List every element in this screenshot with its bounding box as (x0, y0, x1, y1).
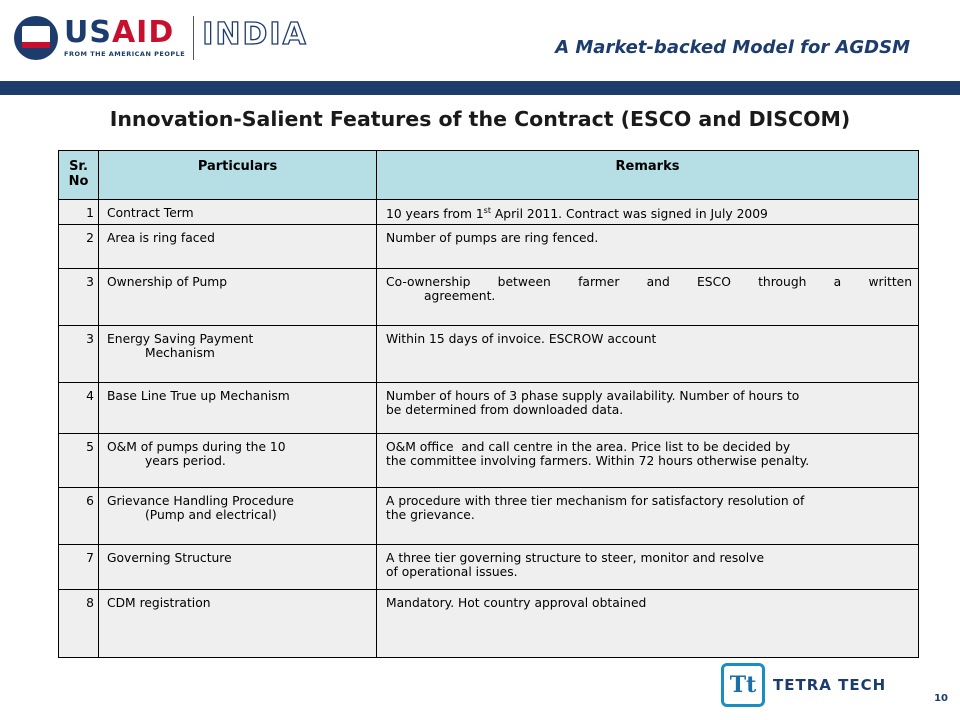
logo-divider (193, 16, 194, 60)
header-sr-no: Sr. No (59, 151, 99, 200)
particulars-cell: CDM registration (99, 590, 377, 658)
particulars-cell: O&M of pumps during the 10 years period. (99, 434, 377, 488)
table-row (59, 590, 919, 658)
header-particulars: Particulars (99, 151, 377, 200)
header-remarks: Remarks (377, 151, 919, 200)
table-row (59, 269, 919, 326)
remarks-cell: 10 years from 1st April 2011. Contract was signed in July 2009 (377, 200, 919, 225)
table-row (59, 326, 919, 383)
table-row (59, 383, 919, 434)
particulars-cell: Energy Saving Payment Mechanism (99, 326, 377, 383)
tetra-tech-wordmark: TETRA TECH (773, 676, 887, 694)
particulars-cell: Area is ring faced (99, 225, 377, 269)
usaid-tagline: FROM THE AMERICAN PEOPLE (64, 50, 186, 58)
particulars-cell: Contract Term (99, 200, 377, 225)
usaid-wordmark: USAID (64, 15, 175, 50)
sr-cell: 8 (59, 590, 99, 658)
india-wordmark: INDIA (202, 17, 308, 52)
header-bar (0, 81, 960, 95)
sr-cell: 5 (59, 434, 99, 488)
remarks-cell: Number of hours of 3 phase supply availability. Number of hours to be determined from downloaded data. (377, 383, 919, 434)
remarks-cell: Number of pumps are ring fenced. (377, 225, 919, 269)
table-row (59, 434, 919, 488)
particulars-cell: Ownership of Pump (99, 269, 377, 326)
particulars-cell: Base Line True up Mechanism (99, 383, 377, 434)
table-row (59, 545, 919, 590)
sr-cell: 6 (59, 488, 99, 545)
usaid-seal-icon (14, 16, 58, 60)
usaid-india-logo (14, 16, 308, 60)
header-title: A Market-backed Model for AGDSM (555, 37, 910, 58)
sr-cell: 3 (59, 269, 99, 326)
remarks-cell: O&M office and call centre in the area. Price list to be decided by the committee involving farmers. Within 72 hours otherwise penalty. (377, 434, 919, 488)
sr-cell: 1 (59, 200, 99, 225)
sr-cell: 3 (59, 326, 99, 383)
particulars-cell: Governing Structure (99, 545, 377, 590)
features-table (58, 150, 919, 658)
sr-cell: 2 (59, 225, 99, 269)
remarks-cell: Co-ownership between farmer and ESCO through a written agreement. (377, 269, 919, 326)
remarks-cell: A procedure with three tier mechanism for satisfactory resolution of the grievance. (377, 488, 919, 545)
remarks-cell: Within 15 days of invoice. ESCROW account (377, 326, 919, 383)
remarks-cell: A three tier governing structure to steer, monitor and resolve of operational issues. (377, 545, 919, 590)
table-row (59, 200, 919, 225)
table-row (59, 225, 919, 269)
sr-cell: 7 (59, 545, 99, 590)
page-number: 10 (934, 693, 948, 704)
table-header-row (59, 151, 919, 200)
table-row (59, 488, 919, 545)
slide-title: Innovation-Salient Features of the Contract (ESCO and DISCOM) (109, 107, 851, 131)
sr-cell: 4 (59, 383, 99, 434)
tetra-tech-logo (721, 663, 886, 707)
remarks-cell: Mandatory. Hot country approval obtained (377, 590, 919, 658)
particulars-cell: Grievance Handling Procedure (Pump and electrical) (99, 488, 377, 545)
tetra-tech-mark-icon: Tt (721, 663, 765, 707)
